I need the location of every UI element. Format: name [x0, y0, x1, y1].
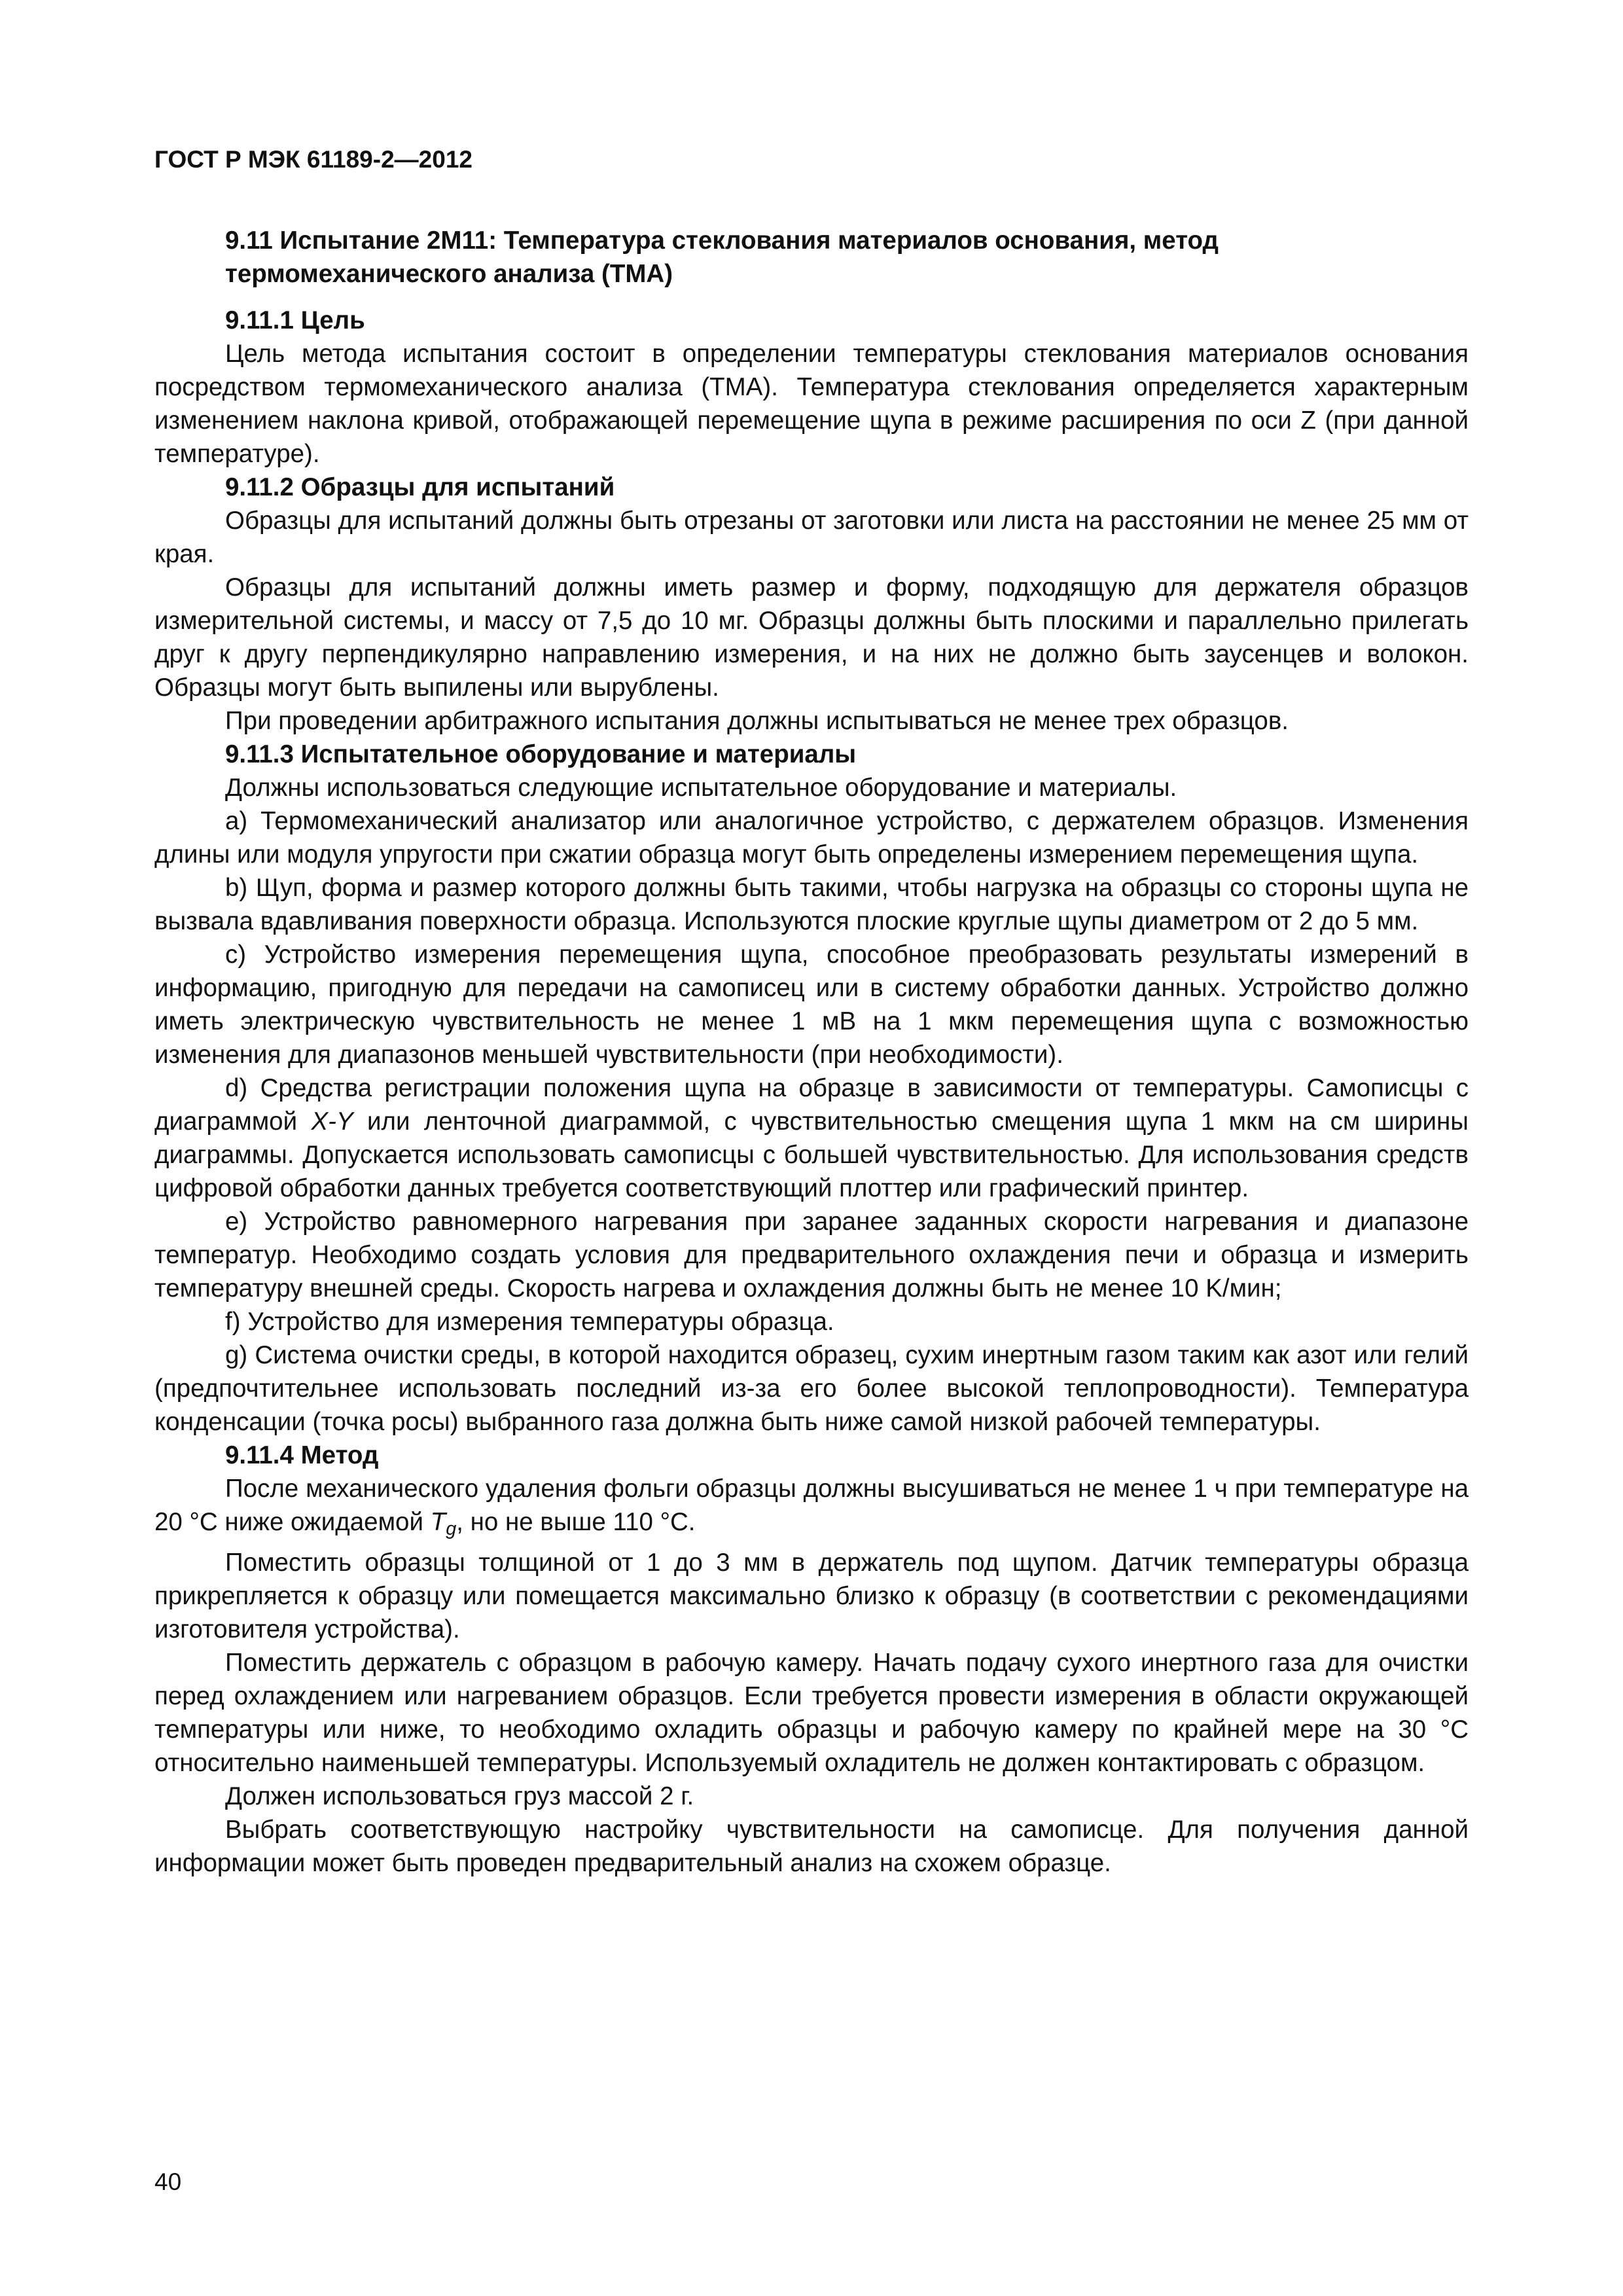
- document-header: ГОСТ Р МЭК 61189-2—2012: [154, 146, 473, 173]
- paragraph: Поместить образцы толщиной от 1 до 3 мм в держатель под щупом. Датчик температуры образца прикрепляется к образцу или помещается максимально близко к образцу (в соответствии с рекомендациями изготовителя устройства).: [154, 1549, 1469, 1644]
- subscript: g: [446, 1518, 457, 1540]
- subsection-heading-specimens: 9.11.2 Образцы для испытаний: [225, 473, 615, 501]
- paragraph: Выбрать соответствующую настройку чувствительности на самописце. Для получения данной информации может быть проведен предварительный анализ на схожем образце.: [154, 1816, 1469, 1878]
- paragraph: Должен использоваться груз массой 2 г.: [225, 1782, 694, 1811]
- list-item-a: a) Термомеханический анализатор или аналогичное устройство, с держателем образцов. Изменения длины или модуля упругости при сжатии образца могут быть определены измерением перемещения щупа.: [154, 807, 1469, 869]
- paragraph: При проведении арбитражного испытания должны испытываться не менее трех образцов.: [225, 707, 1289, 735]
- paragraph: Должны использоваться следующие испытательное оборудование и материалы.: [225, 774, 1177, 802]
- subsection-heading-equipment: 9.11.3 Испытательное оборудование и материалы: [225, 740, 857, 768]
- paragraph: Образцы для испытаний должны иметь размер и форму, подходящую для держателя образцов измерительной системы, и массу от 7,5 до 10 мг. Образцы должны быть плоскими и параллельно прилегать друг к другу перпендикулярно направлению измерения, и на них не должно быть заусенцев и волокон. Образцы могут быть выпилены или вырублены.: [154, 573, 1469, 702]
- list-item-e: e) Устройство равномерного нагревания при заранее заданных скорости нагревания и диапазоне температур. Необходимо создать условия для предварительного охлаждения печи и образца и измерить температуру внешней среды. Скорость нагрева и охлаждения должны быть не менее 10 K/мин;: [154, 1208, 1469, 1302]
- list-item-f: f) Устройство для измерения температуры образца.: [225, 1308, 834, 1336]
- list-item-d: [154, 1071, 1469, 1205]
- text-run: , но не выше 110 °С.: [456, 1508, 696, 1536]
- section-title: 9.11 Испытание 2М11: Температура стеклования материалов основания, метод термомеханического анализа (ТМА): [225, 226, 1219, 288]
- paragraph: Цель метода испытания состоит в определении температуры стеклования материалов основания посредством термомеханического анализа (ТМА). Температура стеклования определяется характерным изменением наклона кривой, отображающей перемещение щупа в режиме расширения по оси Z (при данной температуре).: [154, 340, 1469, 468]
- text-run: или ленточной диаграммой, с чувствительностью смещения щупа 1 мкм на см ширины диаграммы. Допускается использовать самописцы с большей чувствительностью. Для использования средств цифровой обработки данных требуется соответствующий плоттер или графический принтер.: [154, 1107, 1469, 1202]
- list-item-b: b) Щуп, форма и размер которого должны быть такими, чтобы нагрузка на образцы со стороны щупа не вызвала вдавливания поверхности образца. Используются плоские круглые щупы диаметром от 2 до 5 мм.: [154, 874, 1469, 935]
- list-item-c: c) Устройство измерения перемещения щупа, способное преобразовать результаты измерений в информацию, пригодную для передачи на самописец или в систему обработки данных. Устройство должно иметь электрическую чувствительность не менее 1 мВ на 1 мкм перемещения щупа с возможностью изменения для диапазонов меньшей чувствительности (при необходимости).: [154, 941, 1469, 1069]
- text-run: d) Средства регистрации положения щупа на образце в зависимости от температуры. Самописцы с диаграммой: [154, 1074, 1469, 1136]
- page-number: 40: [154, 2168, 182, 2195]
- text-run: После механического удаления фольги образцы должны высушиваться не менее 1 ч при температуре на 20 °С ниже ожидаемой: [154, 1475, 1469, 1536]
- document-body: [154, 224, 1469, 1880]
- paragraph: Поместить держатель с образцом в рабочую камеру. Начать подачу сухого инертного газа для очистки перед охлаждением или нагреванием образцов. Если требуется провести измерения в области окружающей температуры или ниже, то необходимо охладить образцы и рабочую камеру по крайней мере на 30 °С относительно наименьшей температуры. Используемый охладитель не должен контактировать с образцом.: [154, 1649, 1469, 1778]
- text-run-italic: T: [430, 1508, 446, 1536]
- paragraph: Образцы для испытаний должны быть отрезаны от заготовки или листа на расстоянии не менее 25 мм от края.: [154, 507, 1469, 568]
- subsection-heading-purpose: 9.11.1 Цель: [225, 306, 365, 334]
- subsection-heading-method: 9.11.4 Метод: [225, 1441, 379, 1469]
- paragraph: [154, 1472, 1469, 1546]
- list-item-g: g) Система очистки среды, в которой находится образец, сухим инертным газом таким как азот или гелий (предпочтительнее использовать последний из-за его более высокой теплопроводности). Температура конденсации (точка росы) выбранного газа должна быть ниже самой низкой рабочей температуры.: [154, 1341, 1469, 1436]
- text-run-italic: X-Y: [311, 1107, 353, 1136]
